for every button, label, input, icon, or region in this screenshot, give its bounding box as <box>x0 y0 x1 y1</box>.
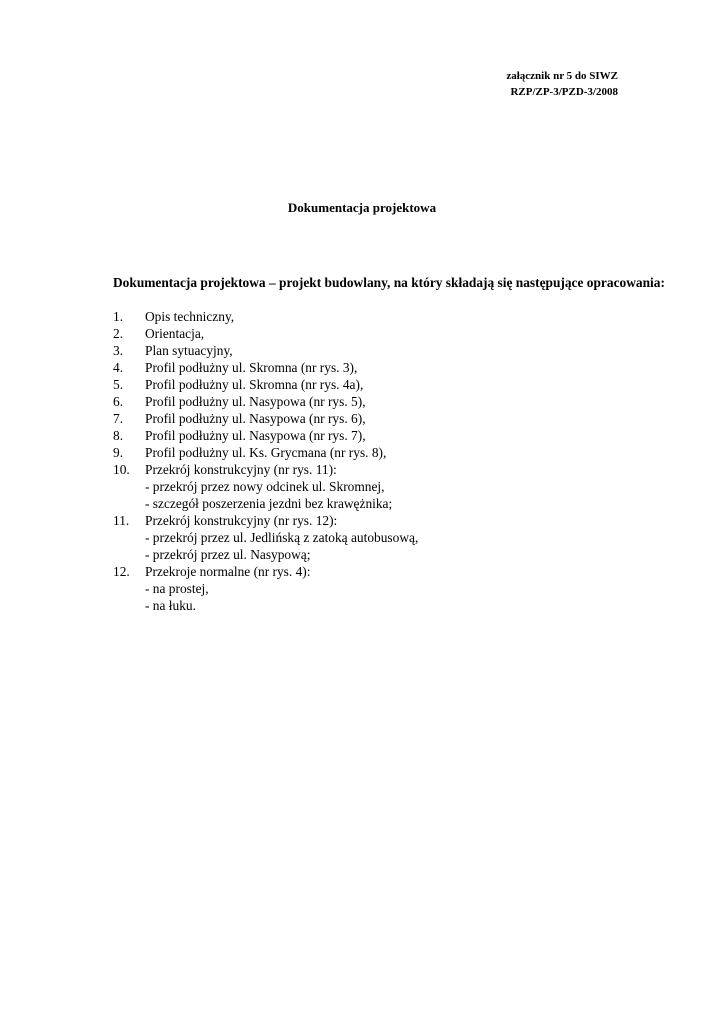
list-item-number: 3. <box>113 343 124 358</box>
list-subitem: - szczegół poszerzenia jezdni bez krawężnika; <box>145 496 393 511</box>
list-item-number: 8. <box>113 428 124 443</box>
list-subitem: - przekrój przez nowy odcinek ul. Skromnej, <box>145 479 385 494</box>
list-item <box>113 444 673 461</box>
list-item <box>113 563 673 580</box>
list-item-text: Przekroje normalne (nr rys. 4): <box>145 564 311 579</box>
list-item <box>113 359 673 376</box>
list-item-number: 7. <box>113 411 124 426</box>
list-item-number: 9. <box>113 445 124 460</box>
list-item <box>113 461 673 478</box>
attachment-number: załącznik nr 5 do SIWZ <box>506 70 618 82</box>
list-item-text: Opis techniczny, <box>145 309 235 324</box>
intro-paragraph: Dokumentacja projektowa – projekt budowlany, na który składają się następujące opracowania: <box>113 275 665 290</box>
list-subitem: - na łuku. <box>145 598 196 613</box>
list-subitem: - przekrój przez ul. Nasypową; <box>145 547 311 562</box>
list-item <box>113 308 673 325</box>
list-item-number: 1. <box>113 309 124 324</box>
list-item-text: Profil podłużny ul. Skromna (nr rys. 3), <box>145 360 358 375</box>
list-subitem: - na prostej, <box>145 581 209 596</box>
list-item-text: Plan sytuacyjny, <box>145 343 233 358</box>
list-item <box>113 410 673 427</box>
list-item-number: 2. <box>113 326 124 341</box>
list-item <box>113 427 673 444</box>
list-item <box>113 325 673 342</box>
list-item-number: 10. <box>113 462 130 477</box>
document-title: Dokumentacja projektowa <box>287 200 437 215</box>
list-item-text: Profil podłużny ul. Nasypowa (nr rys. 6), <box>145 411 366 426</box>
list-item <box>113 512 673 529</box>
list-item-number: 11. <box>113 513 130 528</box>
attachment-reference <box>506 68 618 100</box>
list-item-text: Orientacja, <box>145 326 205 341</box>
list-item-text: Profil podłużny ul. Skromna (nr rys. 4a), <box>145 377 364 392</box>
list-item-text: Profil podłużny ul. Nasypowa (nr rys. 7), <box>145 428 366 443</box>
list-item <box>113 342 673 359</box>
list-item-text: Profil podłużny ul. Ks. Grycmana (nr rys. 8), <box>145 445 387 460</box>
list-item-text: Profil podłużny ul. Nasypowa (nr rys. 5), <box>145 394 366 409</box>
list-item-number: 12. <box>113 564 130 579</box>
list-item-number: 5. <box>113 377 124 392</box>
list-item-number: 4. <box>113 360 124 375</box>
case-reference: RZP/ZP-3/PZD-3/2008 <box>510 86 618 98</box>
list-item-text: Przekrój konstrukcyjny (nr rys. 12): <box>145 513 338 528</box>
list-item-text: Przekrój konstrukcyjny (nr rys. 11): <box>145 462 337 477</box>
documentation-list <box>113 308 673 614</box>
list-item <box>113 376 673 393</box>
list-subitem: - przekrój przez ul. Jedlińską z zatoką autobusową, <box>145 530 419 545</box>
list-item-number: 6. <box>113 394 124 409</box>
list-item <box>113 393 673 410</box>
